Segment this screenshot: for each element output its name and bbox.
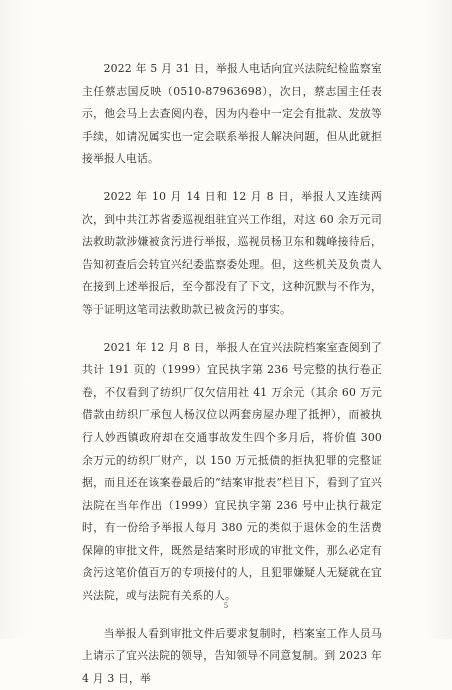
document-body [82, 58, 382, 690]
paragraph-1: 2022 年 5 月 31 日，举报人电话向宜兴法院纪检监察室主任蔡志国反映（0510-87963698），次日，蔡志国主任表示，他会马上去查阅内卷，因为内卷中一定会有批款、发放等手续，如请况属实也一定会联系举报人解决问题，但从此就拒接举报人电话。 [82, 62, 382, 166]
page-number: 5 [223, 602, 229, 610]
paragraph-2: 2022 年 10 月 14 日和 12 月 8 日，举报人又连续两次，到中共江苏省委巡视组驻宜兴工作组，对这 60 余万元司法救助款涉嫌被贪污进行举报，巡视员杨卫东和魏峰接待后，告知初查后会转宜兴纪委监察委处理。但，这些机关及负责人在接到上述举报后，至今都没有了下文，这种沉默与不作为，等于证明这笔司法救助款已被贪污的事实。 [82, 189, 382, 316]
paragraph-4: 当举报人看到审批文件后要求复制时，档案室工作人员马上请示了宜兴法院的领导，告知领导不同意复制。到 2023 年 4 月 3 日，举 [82, 626, 382, 685]
paragraph-3: 2021 年 12 月 8 日，举报人在宜兴法院档案室查阅到了共计 191 页的（1999）宜民执字第 236 号完整的执行卷正卷，不仅看到了纺织厂仅欠信用社 41 万余元（其余 60 万元借款由纺织厂承包人杨汉位以两套房屋办理了抵押），而被执行人妙西镇政府却在交通事故发生四个多月后，将价值 300 余万元的纺织厂财产，以 150 万元抵债的拒执犯罪的完整证据，而且还在该案卷最后的“结案审批表”栏目下，看到了宜兴法院在当年作出（1999）宜民执字第 236 号中止执行裁定时，有一份给予举报人每月 380 元的类似于退休金的生活费保障的审批文件，既然是结案时形成的审批文件，那么必定有贪污这笔价值百万的专项接付的人，且犯罪嫌疑人无疑就在宜兴法院，或与法院有关系的人。 [82, 340, 382, 603]
